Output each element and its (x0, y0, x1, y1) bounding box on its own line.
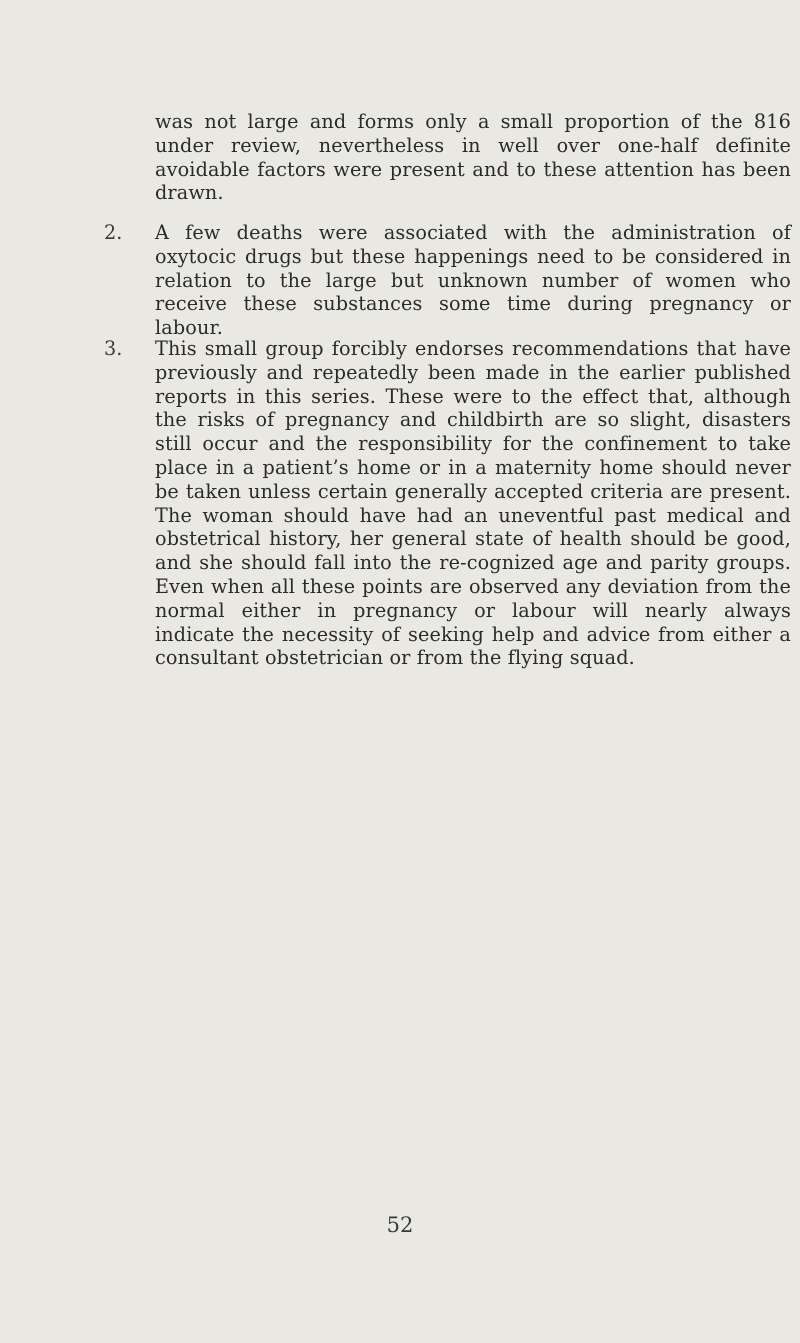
page-number: 52 (386, 1213, 414, 1237)
paragraph-3: This small group forcibly endorses recommendations that have previously and repeatedly been made in the earlier published reports in this series. These were to the effect that, although the risks of pregnancy and childbirth are so slight, disasters still occur and the responsibility for the confinement to take place in a patient’s home or in a maternity home should never be taken unless certain generally accepted criteria are present. The woman should have had an uneventful past medical and obstetrical history, her general state of health should be good, and she should fall into the re-cognized age and parity groups. Even when all these points are observed any deviation from the normal either in pregnancy or labour will nearly always indicate the necessity of seeking help and advice from either a consultant obstetrician or from the flying squad. (155, 337, 791, 670)
paragraph-continued: was not large and forms only a small proportion of the 816 under review, nevertheless in well over one-half definite avoidable factors were present and to these attention has been drawn. (155, 110, 791, 205)
paragraph-2: A few deaths were associated with the administration of oxytocic drugs but these happenings need to be considered in relation to the large but unknown number of women who receive these substances some time during pregnancy or labour. (155, 221, 791, 340)
paragraph-number-2: 2. (104, 221, 123, 244)
paragraph-number-3: 3. (104, 337, 123, 360)
